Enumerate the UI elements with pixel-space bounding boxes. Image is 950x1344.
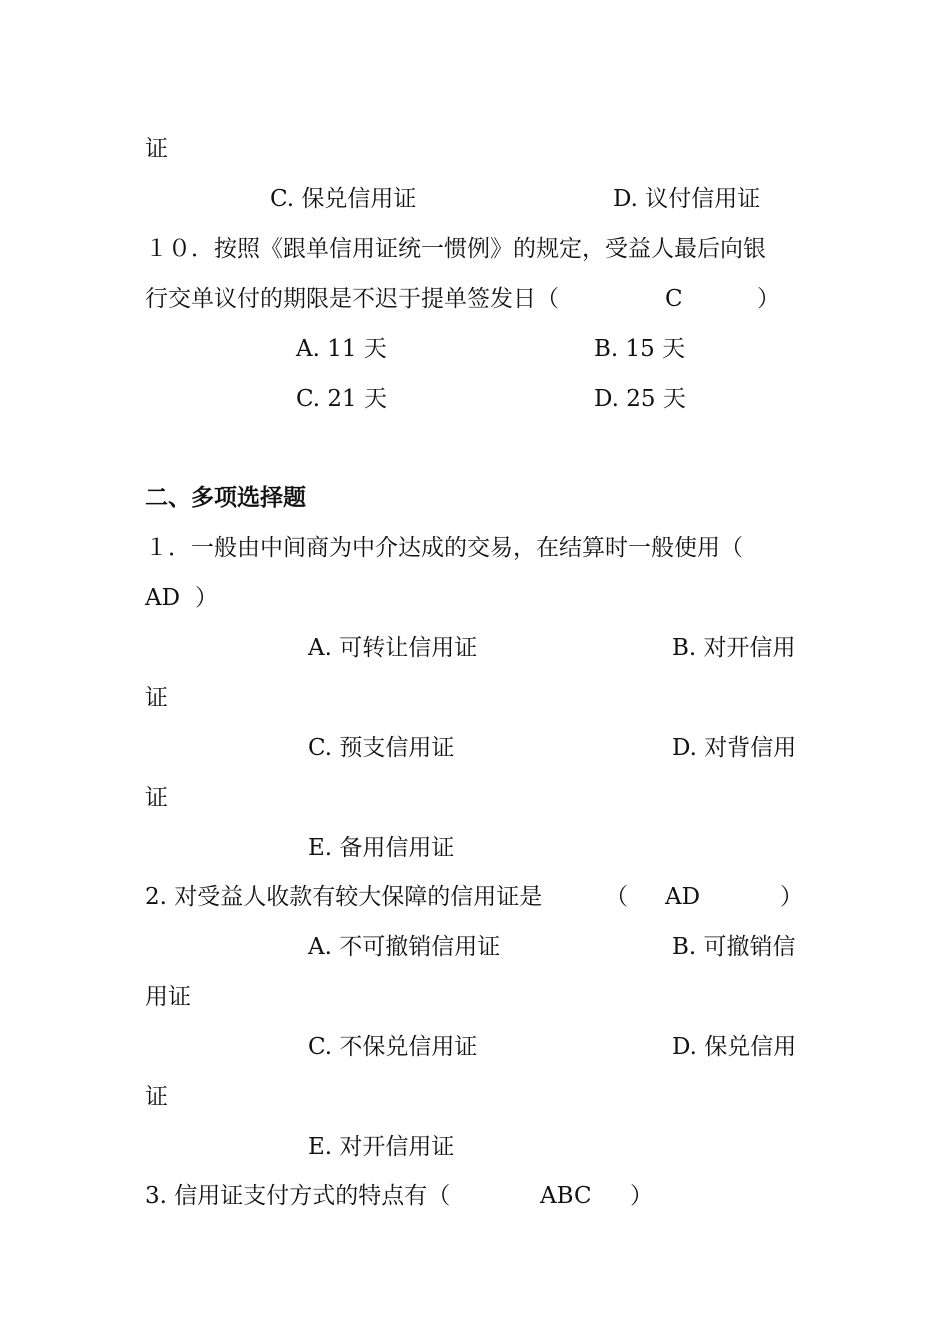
mq2-option-c: C. 不保兑信用证: [308, 1034, 478, 1060]
mq1-option-d: D. 对背信用: [672, 735, 797, 761]
mq2-close-paren: ）: [780, 884, 803, 910]
mq1-option-e: E. 备用信用证: [308, 835, 455, 861]
mq2-option-b: B. 可撤销信: [672, 934, 796, 960]
q9-continuation: 证: [145, 136, 168, 162]
mq2-option-b-continuation: 用证: [145, 984, 191, 1010]
mq1-option-c: C. 预支信用证: [308, 735, 455, 761]
mq3-close-paren: ）: [630, 1183, 653, 1209]
q10-stem-line2: 行交单议付的期限是不迟于提单签发日（: [145, 286, 559, 312]
mq2-option-d-continuation: 证: [145, 1084, 168, 1110]
q10-answer: C: [665, 286, 683, 312]
q9-option-d: D. 议付信用证: [613, 186, 761, 212]
q10-option-a: A. 11 天: [296, 336, 387, 362]
mq3-answer: ABC: [540, 1183, 592, 1209]
q10-stem-line1: １０．按照《跟单信用证统一惯例》的规定，受益人最后向银: [145, 236, 766, 262]
mq2-option-e: E. 对开信用证: [308, 1134, 455, 1160]
mq3-stem: 3. 信用证支付方式的特点有（: [145, 1183, 451, 1209]
mq1-option-b: B. 对开信用: [672, 635, 796, 661]
q10-option-d: D. 25 天: [594, 386, 686, 412]
mq2-open-paren: （: [605, 884, 628, 910]
q10-option-c: C. 21 天: [296, 386, 387, 412]
q10-close-paren: ）: [757, 286, 780, 312]
mq1-close-paren: ）: [195, 585, 218, 611]
mq2-option-d: D. 保兑信用: [672, 1034, 797, 1060]
mq1-option-b-continuation: 证: [145, 685, 168, 711]
mq2-option-a: A. 不可撤销信用证: [308, 934, 501, 960]
mq1-stem: １．一般由中间商为中介达成的交易，在结算时一般使用（: [145, 535, 743, 561]
mq1-option-d-continuation: 证: [145, 785, 168, 811]
q10-option-b: B. 15 天: [594, 336, 686, 362]
section-heading: 二、多项选择题: [145, 485, 306, 511]
mq1-option-a: A. 可转让信用证: [308, 635, 478, 661]
q9-option-c: C. 保兑信用证: [270, 186, 417, 212]
mq2-stem: 2. 对受益人收款有较大保障的信用证是: [145, 884, 543, 910]
mq2-answer: AD: [665, 884, 701, 910]
mq1-answer: AD: [145, 585, 181, 611]
